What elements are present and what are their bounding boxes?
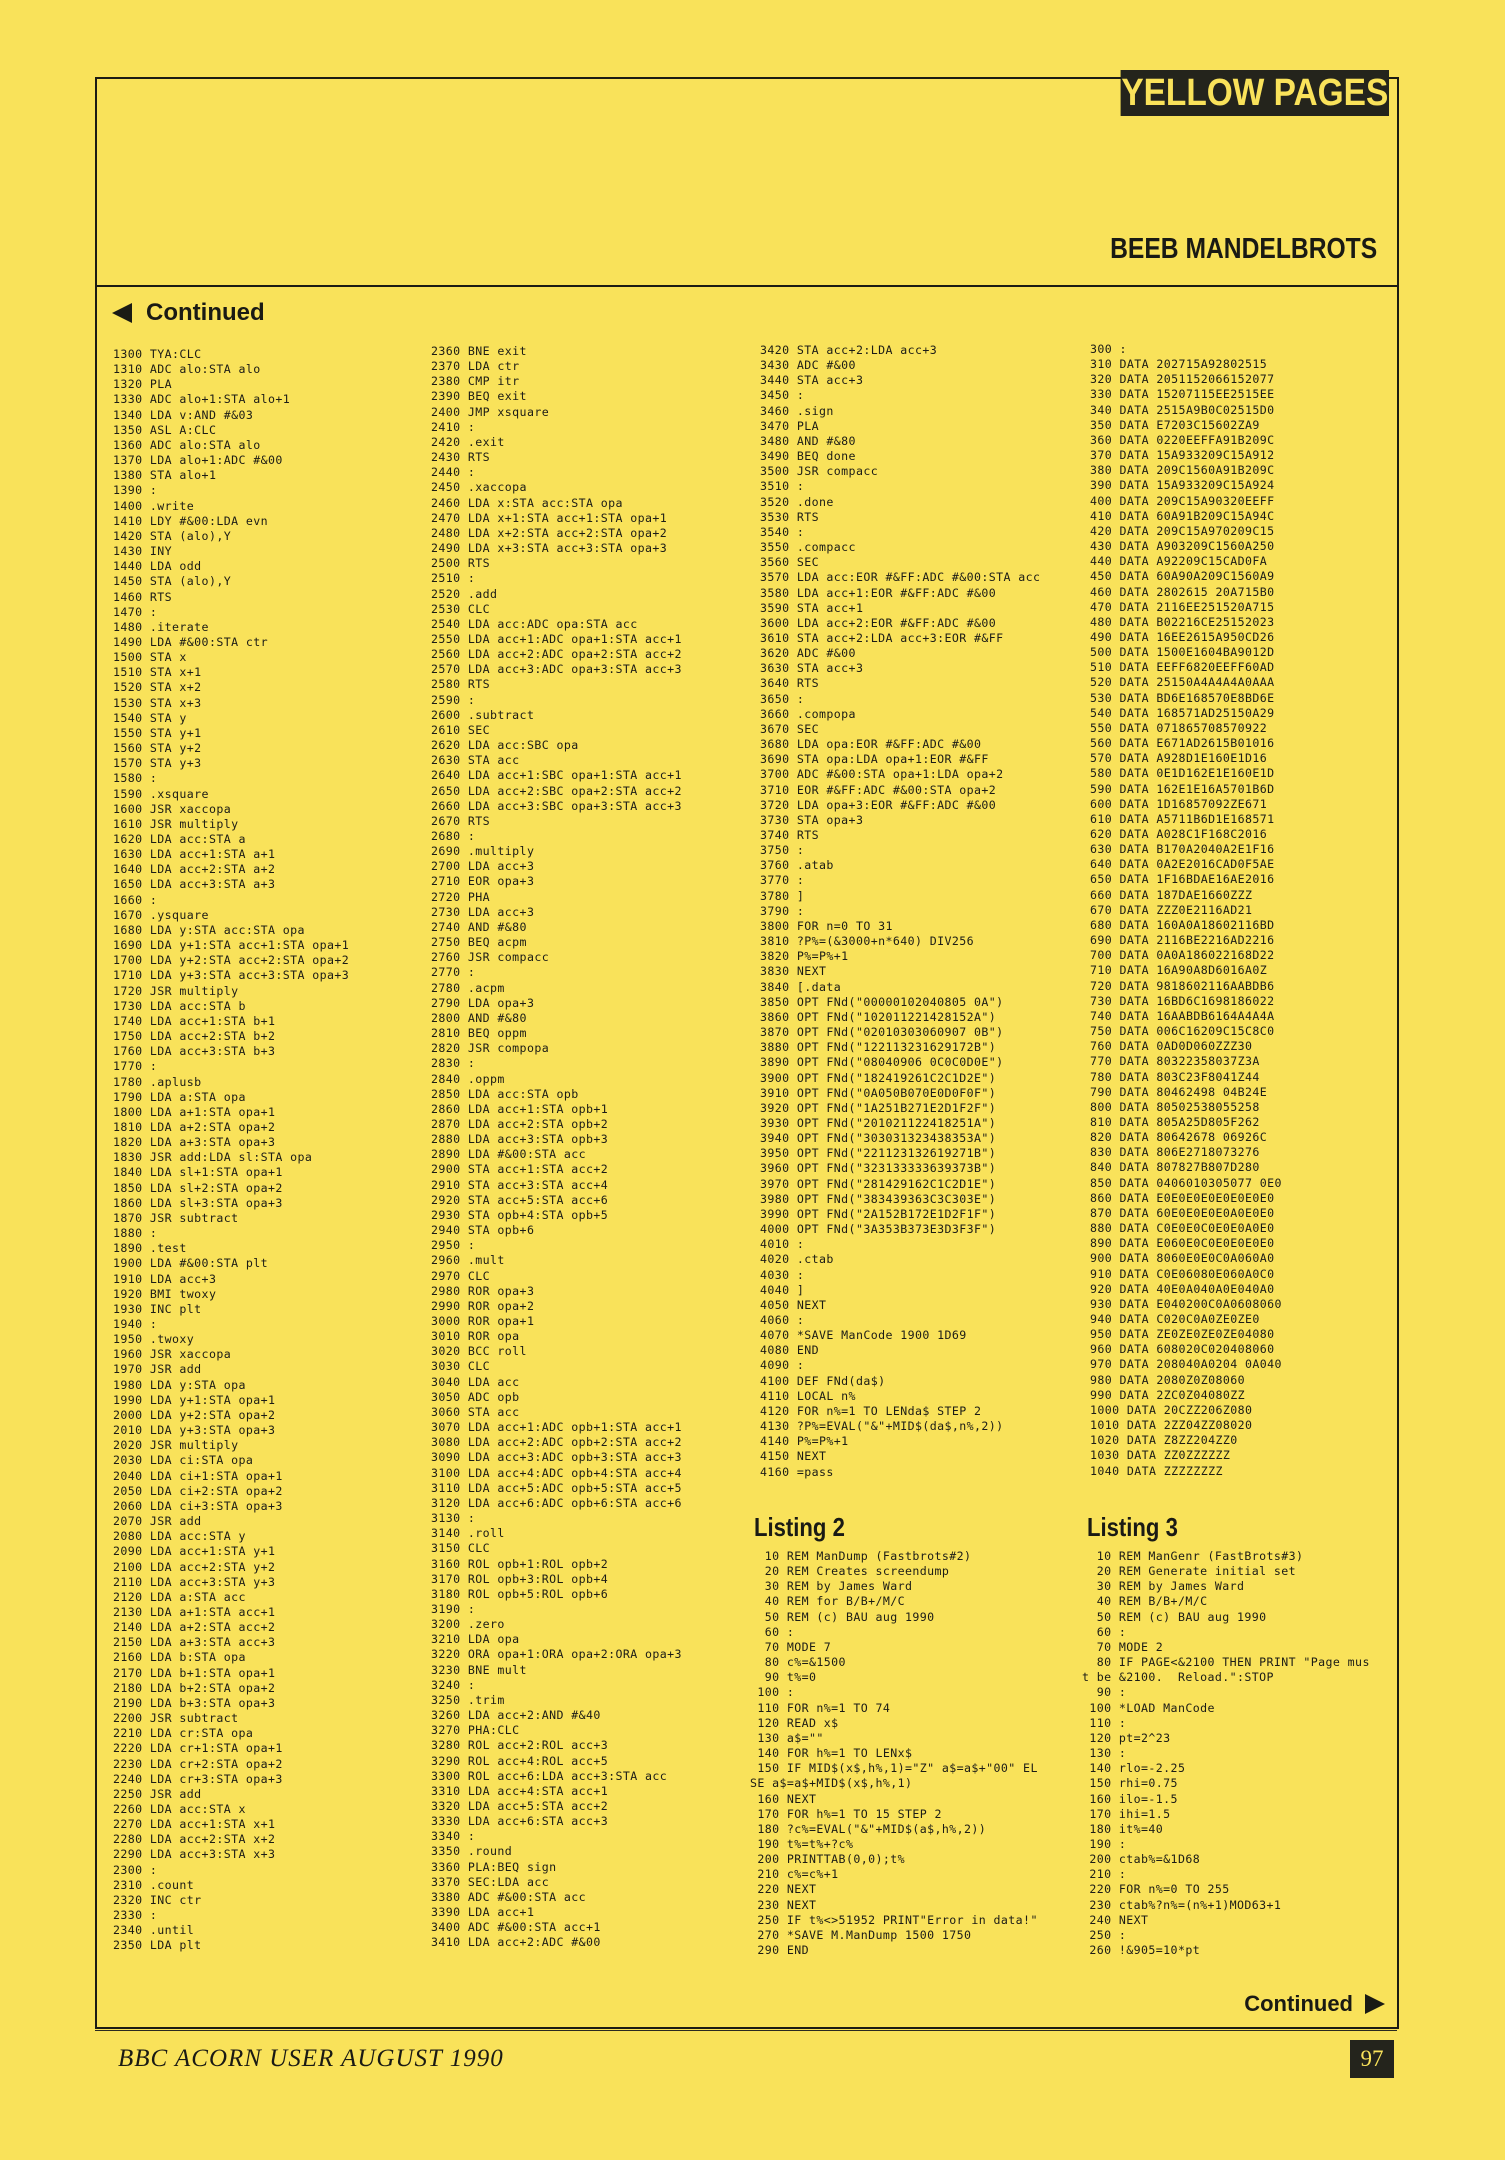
listing2-heading: Listing 2 [754, 1512, 845, 1542]
listing2-code: 10 REM ManDump (Fastbrots#2) 20 REM Creates screendump 30 REM by James Ward 40 REM for B/B+/M/C 50 REM (c) BAU aug 1990 60 : 70 MODE 7 80 c%=&1500 90 t%=0 100 : 110 FOR n%=1 TO 74 120 READ x$ 130 a$="" 140 FOR h%=1 TO LENx$ 150 IF MID$(x$,h%,1)="Z" a$=a$+"00" EL SE a$=a$+MID$(x$,h%,1) 160 NEXT 170 FOR h%=1 TO 15 STEP 2 180 ?c%=EVAL("&"+MID$(a$,h%,2)) 190 t%=t%+?c% 200 PRINTTAB(0,0);t% 210 c%=c%+1 220 NEXT 230 NEXT 250 IF t%<>51952 PRINT"Error in data!" 270 *SAVE M.ManDump 1500 1750 290 END [750, 1549, 1038, 1958]
continued-on-next [1244, 1990, 1385, 2018]
listing1-column-4: 300 : 310 DATA 202715A92802515 320 DATA 2051152066152077 330 DATA 15207115EE2515EE 340 DATA 2515A9B0C02515D0 350 DATA E7203C15602ZA9 360 DATA 0220EEFFA91B209C 370 DATA 15A933209C15A912 380 DATA 209C1560A91B209C 390 DATA 15A933209C15A924 400 DATA 209C15A90320EEFF 410 DATA 60A91B209C15A94C 420 DATA 209C15A970209C15 430 DATA A903209C1560A250 440 DATA A92209C15CAD0FA 450 DATA 60A90A209C1560A9 460 DATA 2802615 20A715B0 470 DATA 2116EE251520A715 480 DATA B02216CE25152023 490 DATA 16EE2615A950CD26 500 DATA 1500E1604BA9012D 510 DATA EEFF6820EEFF60AD 520 DATA 25150A4A4A4A0AAA 530 DATA BD6E168570E8BD6E 540 DATA 168571AD25150A29 550 DATA 071865708570922 560 DATA E671AD2615B01016 570 DATA A928D1E160E1D16 580 DATA 0E1D162E1E160E1D 590 DATA 162E1E16A5701B6D 600 DATA 1D16857092ZE671 610 DATA A5711B6D1E168571 620 DATA A028C1F168C2016 630 DATA B170A2040A2E1F16 640 DATA 0A2E2016CAD0F5AE 650 DATA 1F16BDAE16AE2016 660 DATA 187DAE1660ZZZ 670 DATA ZZZ0E2116AD21 680 DATA 160A0A18602116BD 690 DATA 2116BE2216AD2216 700 DATA 0A0A186022168D22 710 DATA 16A90A8D6016A0Z 720 DATA 9818602116AABDB6 730 DATA 16BD6C1698186022 740 DATA 16AABDB6164A4A4A 750 DATA 006C16209C15C8C0 760 DATA 0AD0D060ZZZ30 770 DATA 80322358037Z3A 780 DATA 803C23F8041Z44 790 DATA 80462498 04B24E 800 DATA 80502538055258 810 DATA 805A25D805F262 820 DATA 80642678 06926C 830 DATA 806E2718073276 840 DATA 807827B807D280 850 DATA 0406010305077 0E0 860 DATA E0E0E0E0E0E0E0E0 870 DATA 60E0E0E0E0A0E0E0 880 DATA C0E0E0C0E0E0A0E0 890 DATA E060E0C0E0E0E0E0 900 DATA 8060E0E0C0A060A0 910 DATA C0E06080E060A0C0 920 DATA 40E0A040A0E040A0 930 DATA E040200C0A0608060 940 DATA C020C0A0ZE0ZE0 950 DATA ZE0ZE0ZE0ZE04080 960 DATA 608020C020408060 970 DATA 208040A0204 0A040 980 DATA 2080Z0Z08060 990 DATA 2ZC0Z04080ZZ 1000 DATA 20CZZ206Z080 1010 DATA 2ZZ04ZZ08020 1020 DATA Z8ZZ204ZZ0 1030 DATA ZZ0ZZZZZZ 1040 DATA ZZZZZZZZ [1090, 342, 1282, 1478]
listing1-column-3: 3420 STA acc+2:LDA acc+3 3430 ADC #&00 3440 STA acc+3 3450 : 3460 .sign 3470 PLA 3480 AND #&80 3490 BEQ done 3500 JSR compacc 3510 : 3520 .done 3530 RTS 3540 : 3550 .compacc 3560 SEC 3570 LDA acc:EOR #&FF:ADC #&00:STA acc 3580 LDA acc+1:EOR #&FF:ADC #&00 3590 STA acc+1 3600 LDA acc+2:EOR #&FF:ADC #&00 3610 STA acc+2:LDA acc+3:EOR #&FF 3620 ADC #&00 3630 STA acc+3 3640 RTS 3650 : 3660 .compopa 3670 SEC 3680 LDA opa:EOR #&FF:ADC #&00 3690 STA opa:LDA opa+1:EOR #&FF 3700 ADC #&00:STA opa+1:LDA opa+2 3710 EOR #&FF:ADC #&00:STA opa+2 3720 LDA opa+3:EOR #&FF:ADC #&00 3730 STA opa+3 3740 RTS 3750 : 3760 .atab 3770 : 3780 ] 3790 : 3800 FOR n=0 TO 31 3810 ?P%=(&3000+n*640) DIV256 3820 P%=P%+1 3830 NEXT 3840 [.data 3850 OPT FNd("00000102040805 0A") 3860 OPT FNd("102011221428152A") 3870 OPT FNd("02010303060907 0B") 3880 OPT FNd("122113231629172B") 3890 OPT FNd("08040906 0C0C0D0E") 3900 OPT FNd("182419261C2C1D2E") 3910 OPT FNd("0A050B070E0D0F0F") 3920 OPT FNd("1A251B271E2D1F2F") 3930 OPT FNd("201021122418251A") 3940 OPT FNd("303031323438353A") 3950 OPT FNd("221123132619271B") 3960 OPT FNd("323133333639373B") 3970 OPT FNd("281429162C1C2D1E") 3980 OPT FNd("383439363C3C303E") 3990 OPT FNd("2A152B172E1D2F1F") 4000 OPT FNd("3A353B373E3D3F3F") 4010 : 4020 .ctab 4030 : 4040 ] 4050 NEXT 4060 : 4070 *SAVE ManCode 1900 1D69 4080 END 4090 : 4100 DEF FNd(da$) 4110 LOCAL n% 4120 FOR n%=1 TO LENda$ STEP 2 4130 ?P%=EVAL("&"+MID$(da$,n%,2)) 4140 P%=P%+1 4150 NEXT 4160 =pass [760, 343, 1041, 1479]
continued-label: Continued [1244, 1991, 1353, 2016]
footer-rule [95, 2030, 1397, 2031]
listing1-column-1: 1300 TYA:CLC 1310 ADC alo:STA alo 1320 PLA 1330 ADC alo+1:STA alo+1 1340 LDA v:AND #&03 1350 ASL A:CLC 1360 ADC alo:STA alo 1370 LDA alo+1:ADC #&00 1380 STA alo+1 1390 : 1400 .write 1410 LDY #&00:LDA evn 1420 STA (alo),Y 1430 INY 1440 LDA odd 1450 STA (alo),Y 1460 RTS 1470 : 1480 .iterate 1490 LDA #&00:STA ctr 1500 STA x 1510 STA x+1 1520 STA x+2 1530 STA x+3 1540 STA y 1550 STA y+1 1560 STA y+2 1570 STA y+3 1580 : 1590 .xsquare 1600 JSR xaccopa 1610 JSR multiply 1620 LDA acc:STA a 1630 LDA acc+1:STA a+1 1640 LDA acc+2:STA a+2 1650 LDA acc+3:STA a+3 1660 : 1670 .ysquare 1680 LDA y:STA acc:STA opa 1690 LDA y+1:STA acc+1:STA opa+1 1700 LDA y+2:STA acc+2:STA opa+2 1710 LDA y+3:STA acc+3:STA opa+3 1720 JSR multiply 1730 LDA acc:STA b 1740 LDA acc+1:STA b+1 1750 LDA acc+2:STA b+2 1760 LDA acc+3:STA b+3 1770 : 1780 .aplusb 1790 LDA a:STA opa 1800 LDA a+1:STA opa+1 1810 LDA a+2:STA opa+2 1820 LDA a+3:STA opa+3 1830 JSR add:LDA sl:STA opa 1840 LDA sl+1:STA opa+1 1850 LDA sl+2:STA opa+2 1860 LDA sl+3:STA opa+3 1870 JSR subtract 1880 : 1890 .test 1900 LDA #&00:STA plt 1910 LDA acc+3 1920 BMI twoxy 1930 INC plt 1940 : 1950 .twoxy 1960 JSR xaccopa 1970 JSR add 1980 LDA y:STA opa 1990 LDA y+1:STA opa+1 2000 LDA y+2:STA opa+2 2010 LDA y+3:STA opa+3 2020 JSR multiply 2030 LDA ci:STA opa 2040 LDA ci+1:STA opa+1 2050 LDA ci+2:STA opa+2 2060 LDA ci+3:STA opa+3 2070 JSR add 2080 LDA acc:STA y 2090 LDA acc+1:STA y+1 2100 LDA acc+2:STA y+2 2110 LDA acc+3:STA y+3 2120 LDA a:STA acc 2130 LDA a+1:STA acc+1 2140 LDA a+2:STA acc+2 2150 LDA a+3:STA acc+3 2160 LDA b:STA opa 2170 LDA b+1:STA opa+1 2180 LDA b+2:STA opa+2 2190 LDA b+3:STA opa+3 2200 JSR subtract 2210 LDA cr:STA opa 2220 LDA cr+1:STA opa+1 2230 LDA cr+2:STA opa+2 2240 LDA cr+3:STA opa+3 2250 JSR add 2260 LDA acc:STA x 2270 LDA acc+1:STA x+1 2280 LDA acc+2:STA x+2 2290 LDA acc+3:STA x+3 2300 : 2310 .count 2320 INC ctr 2330 : 2340 .until 2350 LDA plt [113, 347, 350, 1953]
listing3-code: 10 REM ManGenr (FastBrots#3) 20 REM Generate initial set 30 REM by James Ward 40 REM B/B+/M/C 50 REM (c) BAU aug 1990 60 : 70 MODE 2 80 IF PAGE<&2100 THEN PRINT "Page mus t be &2100. Reload.":STOP 90 : 100 *LOAD ManCode 110 : 120 pt=2^23 130 : 140 rlo=-2.25 150 rhi=0.75 160 ilo=-1.5 170 ihi=1.5 180 it%=40 190 : 200 ctab%=&1D68 210 : 220 FOR n%=0 TO 255 230 ctab%?n%=(n%+1)MOD63+1 240 NEXT 250 : 260 !&905=10*pt [1082, 1549, 1370, 1958]
continued-label: Continued [146, 299, 265, 326]
page-number: 97 [1350, 2040, 1394, 2078]
left-triangle-icon [112, 303, 132, 323]
header-rule [95, 285, 1397, 287]
continued-from-previous [112, 298, 265, 328]
listing1-column-2: 2360 BNE exit 2370 LDA ctr 2380 CMP itr 2390 BEQ exit 2400 JMP xsquare 2410 : 2420 .exit 2430 RTS 2440 : 2450 .xaccopa 2460 LDA x:STA acc:STA opa 2470 LDA x+1:STA acc+1:STA opa+1 2480 LDA x+2:STA acc+2:STA opa+2 2490 LDA x+3:STA acc+3:STA opa+3 2500 RTS 2510 : 2520 .add 2530 CLC 2540 LDA acc:ADC opa:STA acc 2550 LDA acc+1:ADC opa+1:STA acc+1 2560 LDA acc+2:ADC opa+2:STA acc+2 2570 LDA acc+3:ADC opa+3:STA acc+3 2580 RTS 2590 : 2600 .subtract 2610 SEC 2620 LDA acc:SBC opa 2630 STA acc 2640 LDA acc+1:SBC opa+1:STA acc+1 2650 LDA acc+2:SBC opa+2:STA acc+2 2660 LDA acc+3:SBC opa+3:STA acc+3 2670 RTS 2680 : 2690 .multiply 2700 LDA acc+3 2710 EOR opa+3 2720 PHA 2730 LDA acc+3 2740 AND #&80 2750 BEQ acpm 2760 JSR compacc 2770 : 2780 .acpm 2790 LDA opa+3 2800 AND #&80 2810 BEQ oppm 2820 JSR compopa 2830 : 2840 .oppm 2850 LDA acc:STA opb 2860 LDA acc+1:STA opb+1 2870 LDA acc+2:STA opb+2 2880 LDA acc+3:STA opb+3 2890 LDA #&00:STA acc 2900 STA acc+1:STA acc+2 2910 STA acc+3:STA acc+4 2920 STA acc+5:STA acc+6 2930 STA opb+4:STA opb+5 2940 STA opb+6 2950 : 2960 .mult 2970 CLC 2980 ROR opa+3 2990 ROR opa+2 3000 ROR opa+1 3010 ROR opa 3020 BCC roll 3030 CLC 3040 LDA acc 3050 ADC opb 3060 STA acc 3070 LDA acc+1:ADC opb+1:STA acc+1 3080 LDA acc+2:ADC opb+2:STA acc+2 3090 LDA acc+3:ADC opb+3:STA acc+3 3100 LDA acc+4:ADC opb+4:STA acc+4 3110 LDA acc+5:ADC opb+5:STA acc+5 3120 LDA acc+6:ADC opb+6:STA acc+6 3130 : 3140 .roll 3150 CLC 3160 ROL opb+1:ROL opb+2 3170 ROL opb+3:ROL opb+4 3180 ROL opb+5:ROL opb+6 3190 : 3200 .zero 3210 LDA opa 3220 ORA opa+1:ORA opa+2:ORA opa+3 3230 BNE mult 3240 : 3250 .trim 3260 LDA acc+2:AND #&40 3270 PHA:CLC 3280 ROL acc+2:ROL acc+3 3290 ROL acc+4:ROL acc+5 3300 ROL acc+6:LDA acc+3:STA acc 3310 LDA acc+4:STA acc+1 3320 LDA acc+5:STA acc+2 3330 LDA acc+6:STA acc+3 3340 : 3350 .round 3360 PLA:BEQ sign 3370 SEC:LDA acc 3380 ADC #&00:STA acc 3390 LDA acc+1 3400 ADC #&00:STA acc+1 3410 LDA acc+2:ADC #&00 [431, 344, 682, 1950]
listing3-heading: Listing 3 [1087, 1512, 1178, 1542]
right-triangle-icon [1365, 1994, 1385, 2014]
magazine-footer: BBC ACORN USER AUGUST 1990 [118, 2045, 504, 2072]
article-title: BEEB MANDELBROTS [1109, 233, 1377, 265]
section-banner: YELLOW PAGES [1121, 72, 1389, 114]
